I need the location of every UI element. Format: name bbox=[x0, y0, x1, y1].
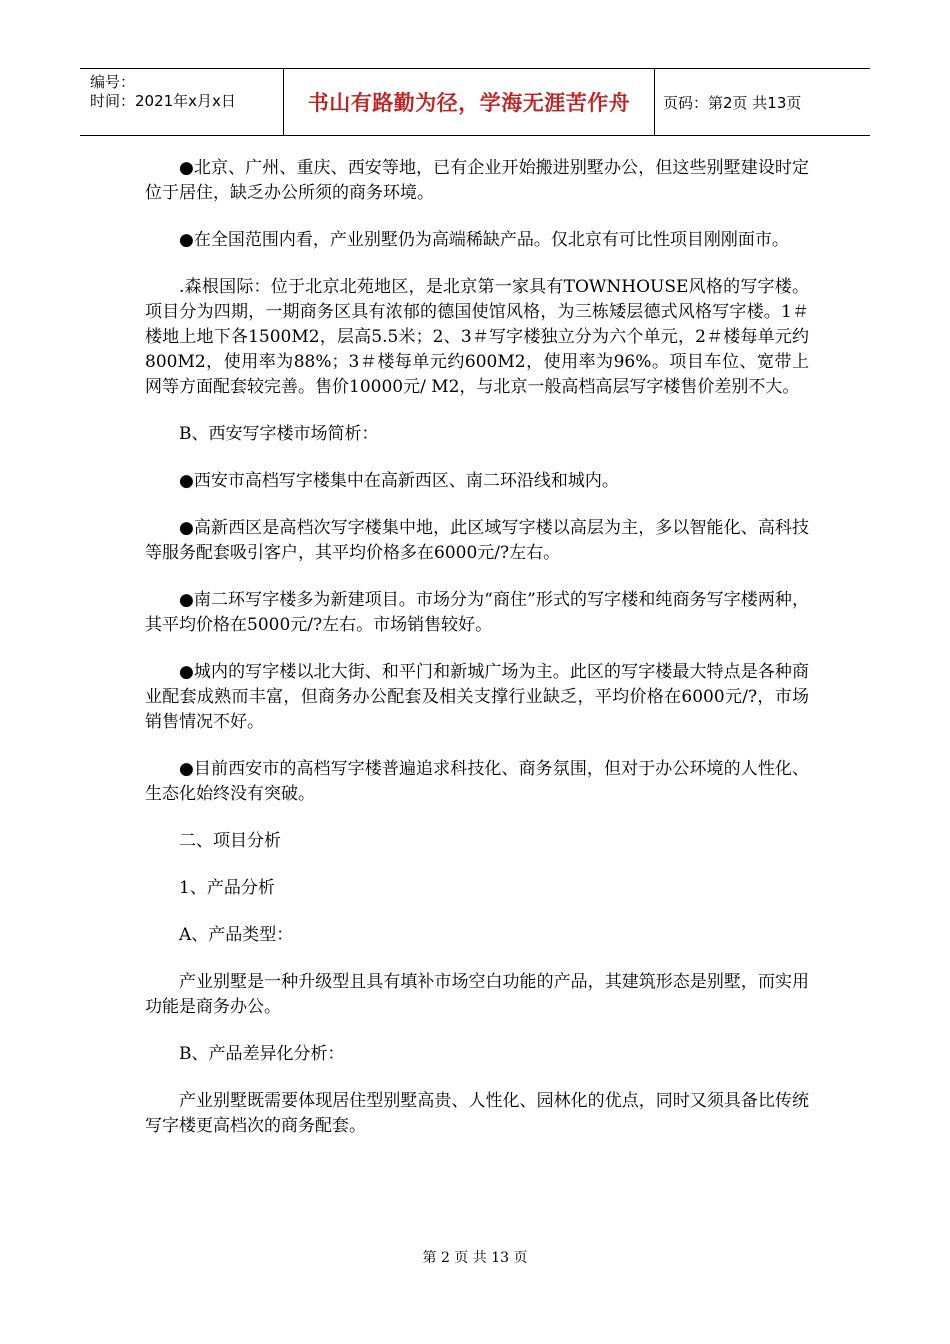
paragraph: ●北京、广州、重庆、西安等地，已有企业开始搬进别墅办公，但这些别墅建设时定位于居住，缺乏办公所须的商务环境。 bbox=[145, 158, 809, 203]
header-motto: 书山有路勤为径，学海无涯苦作舟 bbox=[283, 69, 655, 135]
paragraph: ●南二环写字楼多为新建项目。市场分为“商住”形式的写字楼和纯商务写字楼两种，其平均价格在5000元/?左右。市场销售较好。 bbox=[145, 590, 809, 635]
header-meta bbox=[80, 69, 283, 135]
paragraph: 产业别墅既需要体现居住型别墅高贵、人性化、园林化的优点，同时又须具备比传统写字楼更高档次的商务配套。 bbox=[145, 1091, 809, 1136]
paragraph: ●目前西安市的高档写字楼普遍追求科技化、商务氛围，但对于办公环境的人性化、生态化始终没有突破。 bbox=[145, 759, 809, 804]
paragraph: 产业别墅是一种升级型且具有填补市场空白功能的产品，其建筑形态是别墅，而实用功能是商务办公。 bbox=[145, 972, 809, 1017]
paragraph: ●高新西区是高档次写字楼集中地，此区域写字楼以高层为主，多以智能化、高科技等服务配套吸引客户，其平均价格多在6000元/?左右。 bbox=[145, 518, 809, 563]
subsection-heading: 1、产品分析 bbox=[179, 878, 275, 898]
section-heading: 二、项目分析 bbox=[179, 831, 281, 851]
document-number-label: 编号： bbox=[90, 73, 136, 91]
paragraph: ●在全国范围内看，产业别墅仍为高端稀缺产品。仅北京有可比性项目刚刚面市。 bbox=[179, 230, 789, 250]
paragraph: ●西安市高档写字楼集中在高新西区、南二环沿线和城内。 bbox=[179, 471, 619, 491]
paragraph: .森根国际：位于北京北苑地区，是北京第一家具有TOWNHOUSE风格的写字楼。项目分为四期，一期商务区具有浓郁的德国使馆风格，为三栋矮层德式风格写字楼。1＃楼地上地下各1500M2，层高5.5米；2、3＃写字楼独立分为六个单元，2＃楼每单元约800M2，使用率为88%；3＃楼每单元约600M2，使用率为96%。项目车位、宽带上网等方面配套较完善。售价10000元/ M2，与北京一般高档高层写字楼售价差别不大。 bbox=[145, 277, 809, 397]
page-footer: 第 2 页 共 13 页 bbox=[422, 1250, 528, 1266]
document-body bbox=[145, 156, 809, 1161]
page-header bbox=[80, 68, 870, 136]
document-time-label: 时间：2021年x月x日 bbox=[90, 92, 236, 110]
header-page-info: 页码：第2页 共13页 bbox=[663, 93, 802, 112]
paragraph: ●城内的写字楼以北大街、和平门和新城广场为主。此区的写字楼最大特点是各种商业配套成熟而丰富，但商务办公配套及相关支撑行业缺乏，平均价格在6000元/?，市场销售情况不好。 bbox=[145, 662, 809, 732]
subsection-heading: B、产品差异化分析： bbox=[179, 1044, 345, 1064]
subsection-heading: A、产品类型： bbox=[179, 925, 294, 945]
paragraph: B、西安写字楼市场简析： bbox=[179, 424, 379, 444]
